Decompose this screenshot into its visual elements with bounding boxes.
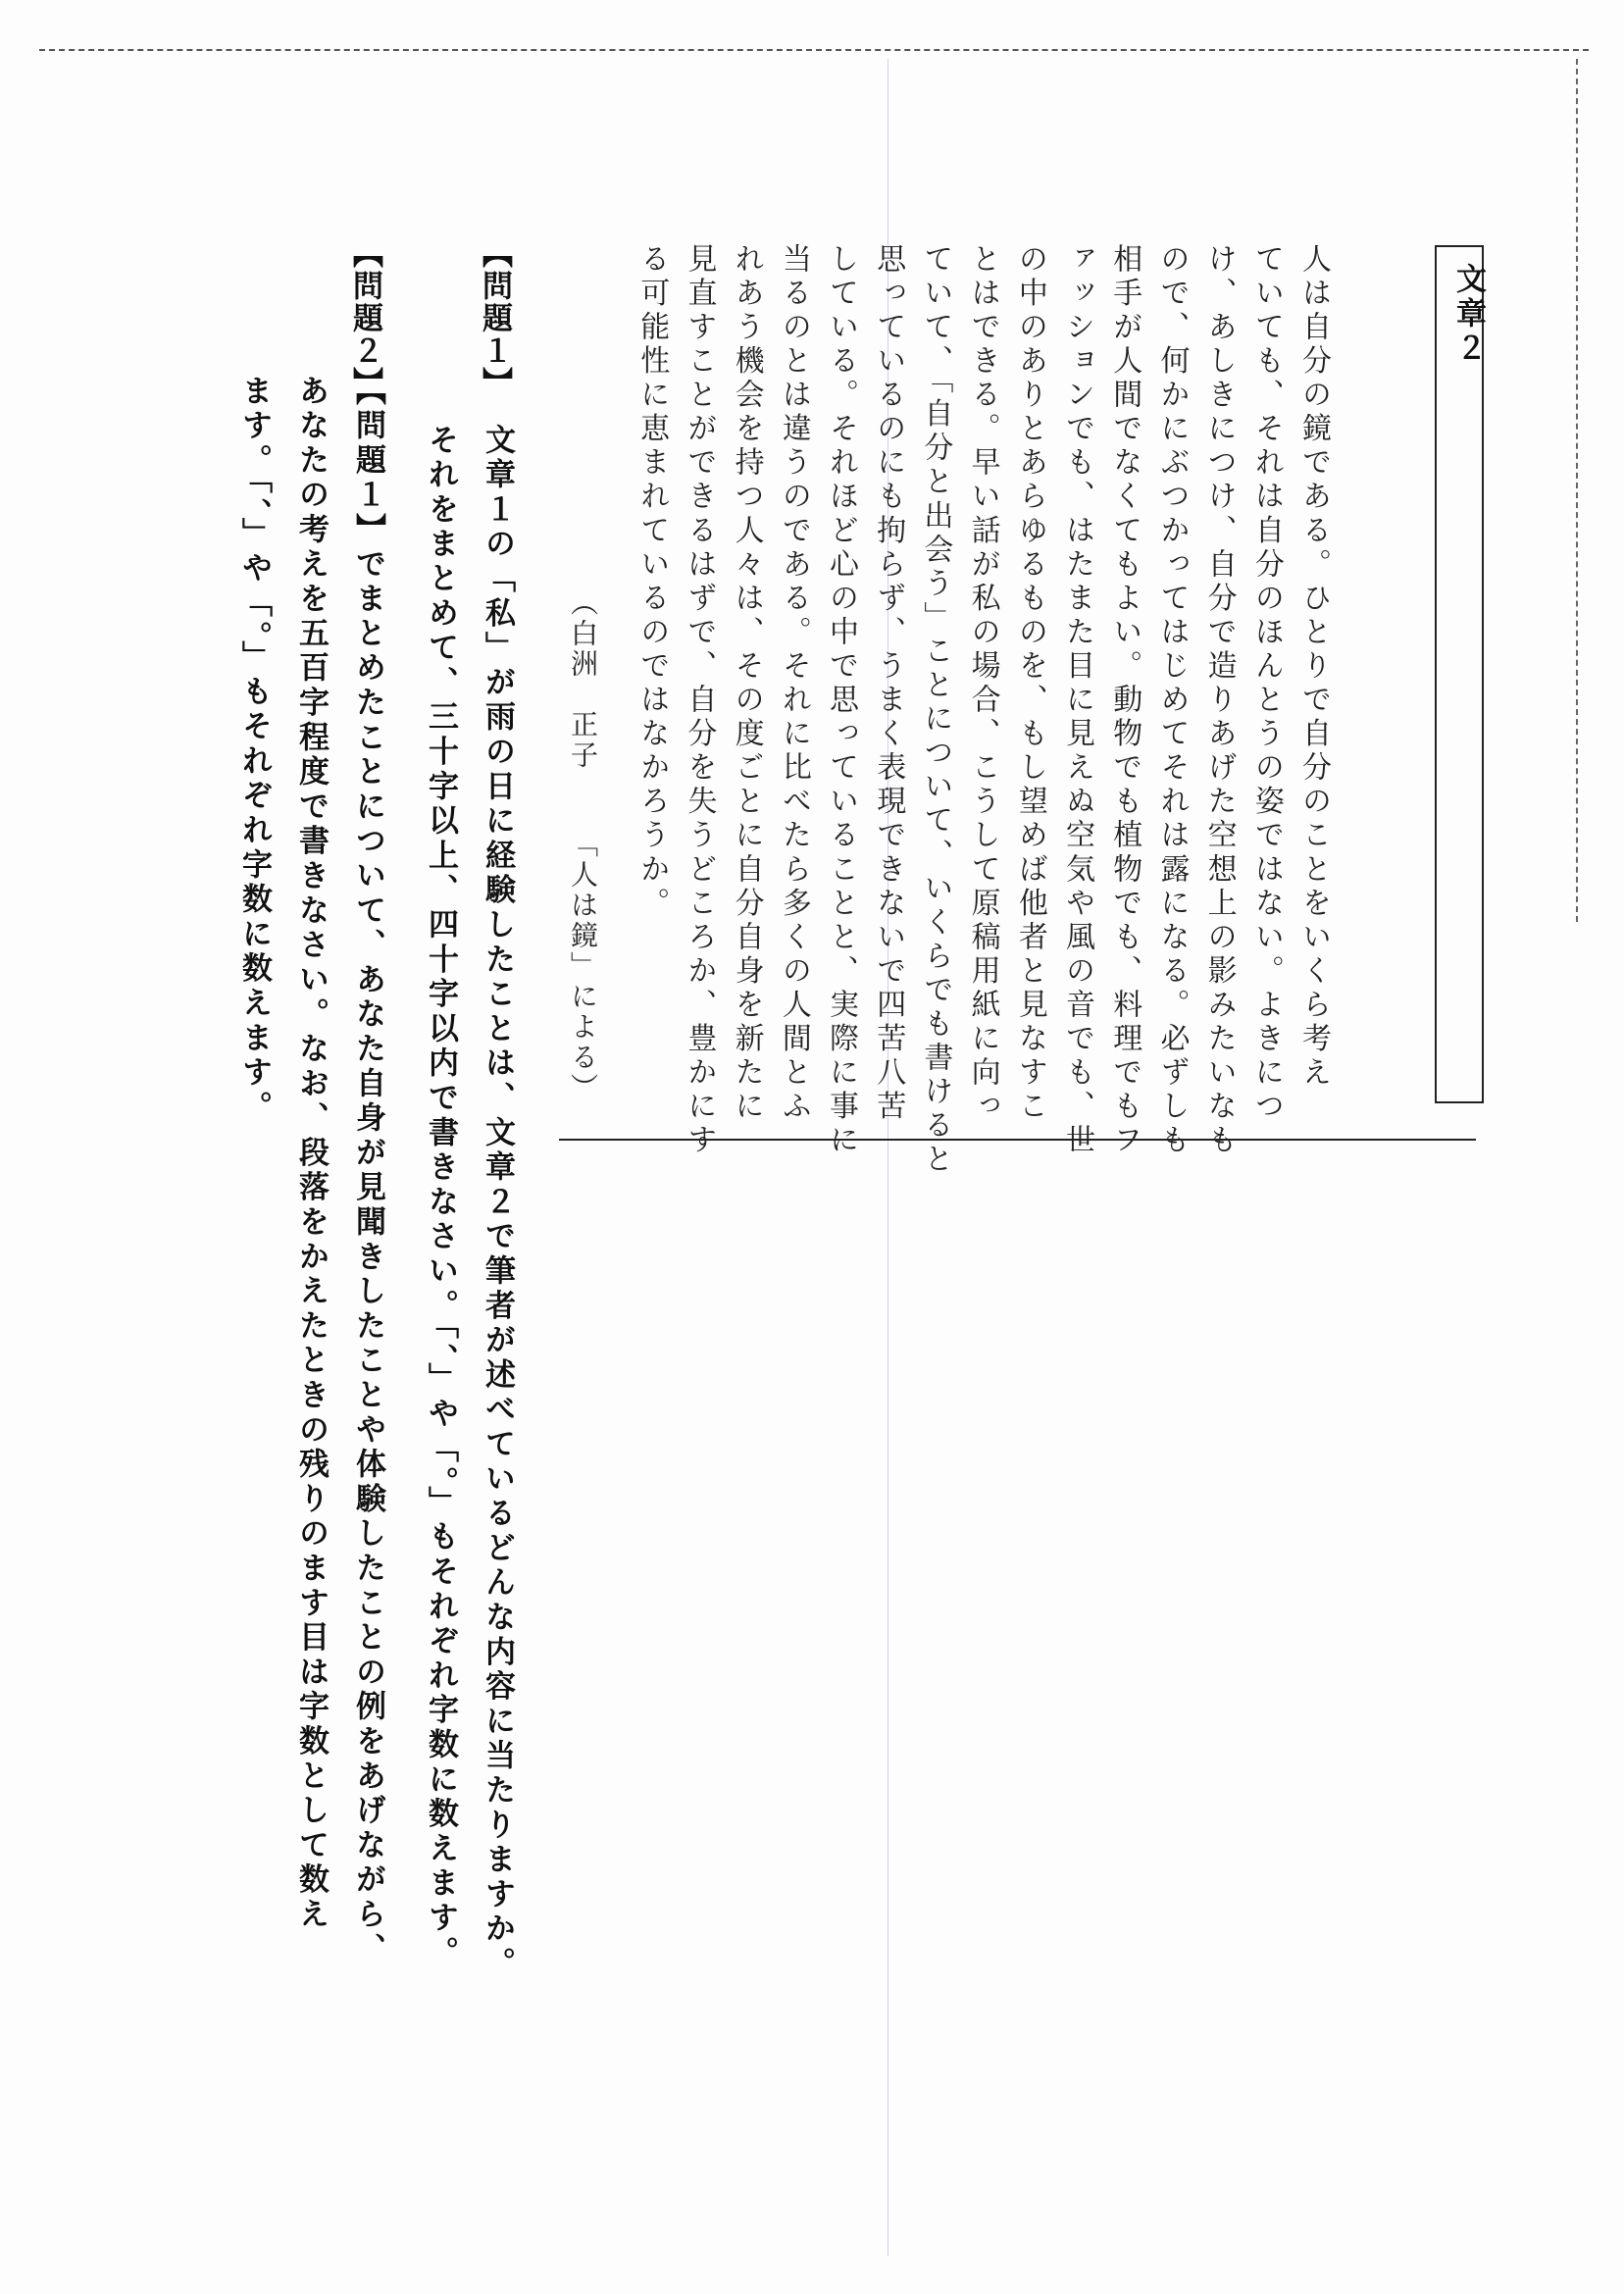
passage-line: の中のありとあらゆるものを、もし望めば他者と見なすこ [1012,243,1047,1125]
question2-text [226,375,396,1983]
passage-line: 思っているのにも拘らず、うまく表現できないで四苦八苦 [871,243,906,1125]
question2-line: 【問題１】でまとめたことについて、あなた自身が見聞きしたことや体験したことの例をあげながら、 [350,375,385,1967]
passage-line: 当るのとは違うのである。それに比べたら多くの人間とふ [776,243,811,1125]
passage-line: 相手が人間でなくてもよい。動物でも植物でも、料理でもフ [1107,243,1142,1158]
top-dashed-line [39,49,1589,51]
question2-line: ます。「、」や「。」もそれぞれ字数に数えます。 [236,375,272,1126]
section-title-box [1435,245,1484,1103]
citation [567,588,598,1103]
passage-text [628,243,1337,1178]
passage-line: 人は自分の鏡である。ひとりで自分のことをいくら考え [1296,243,1332,1091]
question1-line: 文章１の「私」が雨の日に経験したことは、文章２で筆者が述べているどんな内容に当たりますか。 [480,424,515,1982]
section-divider [559,1139,1476,1141]
passage-line: 見直すことができるはずで、自分を失うどころか、豊かにす [682,243,717,1158]
passage-line: ァッションでも、はたまた目に見えぬ空気や風の音でも、世 [1060,243,1095,1158]
section-title: 文章２ [1450,263,1486,366]
question1-label: 【問題１】 [477,237,512,399]
citation-author: （白洲 正子 [567,588,599,771]
passage-line: れあう機会を持つ人々は、その度ごとに自分自身を新たに [729,243,764,1125]
passage-line: ていても、それは自分のほんとうの姿ではない。よきにつ [1248,243,1284,1125]
question1-line: それをまとめて、三十字以上、四十字以内で書きなさい。「、」や「。」もそれぞれ字数に数えます。 [423,424,458,1971]
passage-line: している。それほど心の中で思っていることと、実際に事に [824,243,859,1158]
passage-line: る可能性に恵まれているのではなかろうか。 [634,243,670,921]
passage-line: とはできる。早い話が私の場合、こうして原稿用紙に向っ [965,243,1000,1125]
passage-line: ので、何かにぶつかってはじめてそれは露になる。必ずしも [1154,243,1190,1158]
margin-dashed-line [1576,59,1578,922]
question1-text [412,424,526,1993]
citation-source: 「人は鏡」による） [567,830,599,1103]
passage-line: ていて、「自分と出会う」ことについて、いくらでも書けると [918,243,953,1178]
question2-label: 【問題２】 [347,237,382,399]
question2-line: あなたの考えを五百字程度で書きなさい。なお、段落をかえたときの残りのます目は字数として数え [293,375,329,1933]
passage-line: け、あしきにつけ、自分で造りあげた空想上の影みたいなも [1201,243,1237,1158]
